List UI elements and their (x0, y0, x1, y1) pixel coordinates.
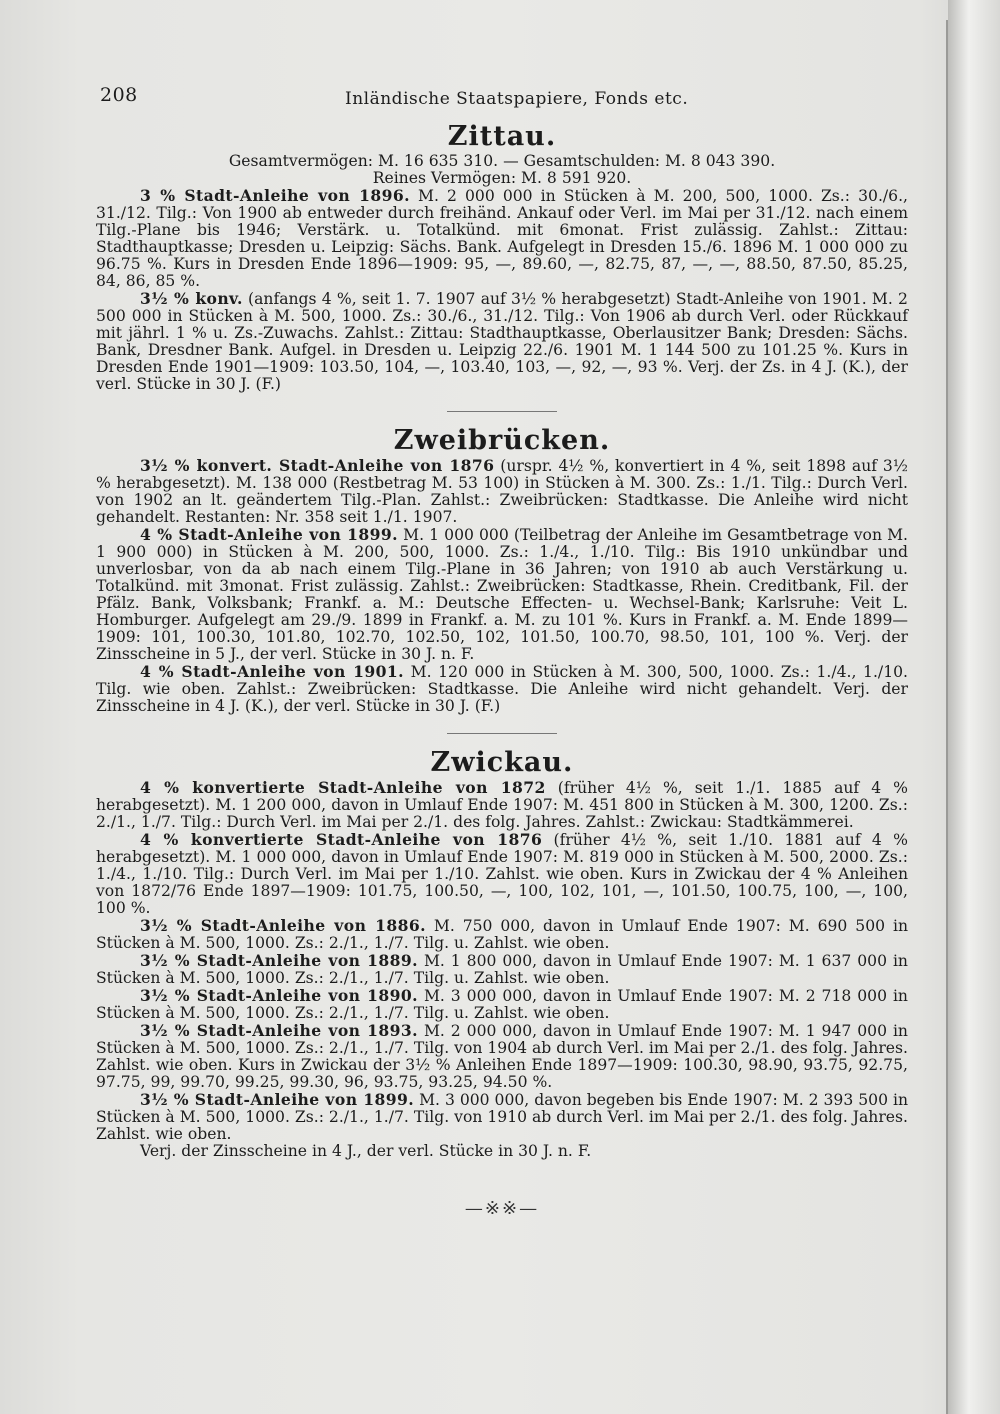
section-title: Zittau. (447, 121, 557, 152)
bond-title: 4 % konvertierte Stadt-Anleihe von 1872 (140, 778, 546, 797)
bond-title: 3½ % Stadt-Anleihe von 1899. (140, 1090, 415, 1109)
section-divider (447, 411, 557, 412)
section-title: Zwickau. (430, 747, 574, 778)
bond-details: (früher 4½ %, seit 1./10. 1881 auf 4 % herabgesetzt). M. 1 000 000, davon in Umlauf Ende 1907: M. 819 000 in Stücken à M. 500, 2000. Zs.: 1./4., 1./10. Tilg.: Durch Verl. im Mai per 1./10. Zahlst. wie oben. Kurs in Zwickau der 4 % Anleihen von 1872/76 Ende 1897—1909: 101.75, 100.50, —, 100, 102, 101, —, 101.50, 100.75, 100, —, 100, 100 %. (96, 831, 908, 917)
bond-title: 4 % konvertierte Stadt-Anleihe von 1876 (140, 830, 543, 849)
bond-details: M. 3 000 000, davon in Umlauf Ende 1907: M. 2 718 000 in Stücken à M. 500, 1000. Zs.: 2./1., 1./7. Tilg. u. Zahlst. wie oben. (96, 987, 908, 1022)
bond-details: M. 2 000 000 in Stücken à M. 200, 500, 1000. Zs.: 30./6., 31./12. Tilg.: Von 1900 ab entweder durch freihänd. Ankauf oder Verl. im Mai per 31./12. nach einem Tilg.-Plane bis 1946; Verstärk. u. Totalkünd. mit 6monat. Frist zulässig. Zahlst.: Zittau: Stadthauptkasse; Dresden u. Leipzig: Sächs. Bank. Aufgelegt in Dresden 15./6. 1896 M. 1 000 000 zu 96.75 %. Kurs in Dresden Ende 1896—1909: 95, —, 89.60, —, 82.75, 87, —, —, 88.50, 87.50, 85.25, 84, 86, 85 %. (96, 187, 908, 290)
bond-entry (96, 952, 908, 987)
section-zweibruecken (96, 425, 909, 715)
bond-entry (96, 187, 908, 290)
bond-entry (96, 1091, 908, 1143)
bond-title: 3½ % Stadt-Anleihe von 1889. (140, 951, 418, 970)
page-header (100, 84, 920, 114)
bond-details: (anfangs 4 %, seit 1. 7. 1907 auf 3½ % herabgesetzt) Stadt-Anleihe von 1901. M. 2 500 000 in Stücken à M. 500, 1000. Zs.: 30./6., 31./12. Tilg.: Von 1906 ab durch Verl. oder Rückkauf mit jährl. 1 % u. Zs.-Zuwachs. Zahlst.: Zittau: Stadthauptkasse, Oberlausitzer Bank; Dresden: Sächs. Bank, Dresdner Bank. Aufgel. in Dresden u. Leipzig 22./6. 1901 M. 1 144 500 zu 101.25 %. Kurs in Dresden Ende 1901—1909: 103.50, 104, —, 103.40, 103, —, 92, —, 93 %. Verj. der Zs. in 4 J. (K.), der verl. Stücke in 30 J. (F.) (96, 290, 908, 393)
bond-entry (96, 290, 908, 393)
bond-entry (96, 457, 908, 526)
bond-title: 3 % Stadt-Anleihe von 1896. (140, 186, 410, 205)
bond-details: M. 120 000 in Stücken à M. 300, 500, 1000. Zs.: 1./4., 1./10. Tilg. wie oben. Zahlst.: Zweibrücken: Stadtkasse. Die Anleihe wird nicht gehandelt. Verj. der Zinsscheine in 4 J. (K.), der verl. Stücke in 30 J. (F.) (96, 663, 908, 715)
bond-entry (96, 1022, 908, 1091)
bond-details: M. 750 000, davon in Umlauf Ende 1907: M. 690 500 in Stücken à M. 500, 1000. Zs.: 2./1., 1./7. Tilg. u. Zahlst. wie oben. (96, 917, 908, 952)
bond-entry (96, 987, 908, 1022)
bond-details: (urspr. 4½ %, konvertiert in 4 %, seit 1898 auf 3½ % herabgesetzt). M. 138 000 (Restbetrag M. 53 100) in Stücken à M. 300. Zs.: 1./1. Tilg.: Durch Verl. von 1902 an lt. geändertem Tilg.-Plan. Zahlst.: Zweibrücken: Stadtkasse. Die Anleihe wird nicht gehandelt. Restanten: Nr. 358 seit 1./1. 1907. (96, 457, 908, 526)
bond-title: 3½ % Stadt-Anleihe von 1890. (140, 986, 418, 1005)
running-head: Inländische Staatspapiere, Fonds etc. (345, 89, 689, 109)
page-number: 208 (100, 84, 138, 106)
bond-details: (früher 4½ %, seit 1./1. 1885 auf 4 % herabgesetzt). M. 1 200 000, davon in Umlauf Ende 1907: M. 451 800 in Stücken à M. 300, 1200. Zs.: 2./1., 1./7. Tilg.: Durch Verl. im Mai per 2./1. des folg. Jahres. Zahlst.: Zwickau: Stadtkämmerei. (96, 779, 908, 831)
bond-details: M. 2 000 000, davon in Umlauf Ende 1907: M. 1 947 000 in Stücken à M. 500, 1000. Zs.: 2./1., 1./7. Tilg. von 1904 ab durch Verl. im Mai per 2./1. des folg. Jahres. Zahlst. wie oben. Kurs in Zwickau der 3½ % Anleihen Ende 1897—1909: 100.30, 98.90, 93.75, 92.75, 97.75, 99, 99.70, 99.25, 99.30, 96, 93.75, 93.25, 94.50 %. (96, 1022, 908, 1091)
bond-entry (96, 663, 908, 715)
bond-entry (96, 526, 908, 663)
bond-title: 4 % Stadt-Anleihe von 1899. (140, 525, 398, 544)
bond-details: M. 1 000 000 (Teilbetrag der Anleihe im Gesamtbetrage von M. 1 900 000) in Stücken à M. 200, 500, 1000. Zs.: 1./4., 1./10. Tilg.: Bis 1910 unkündbar und unverlosbar, von da ab nach einem Tilg.-Plane in 36 Jahren; von 1910 ab auch Verstärkung u. Totalkünd. mit 3monat. Frist zulässig. Zahlst.: Zweibrücken: Stadtkasse, Rhein. Creditbank, Fil. der Pfälz. Bank, Volksbank; Frankf. a. M.: Deutsche Effecten- u. Wechsel-Bank; Karlsruhe: Veit L. Homburger. Aufgelegt am 29./9. 1899 in Frankf. a. M. zu 101 %. Kurs in Frankf. a. M. Ende 1899—1909: 101, 100.30, 101.80, 102.70, 102.50, 102, 101.50, 100.70, 98.50, 101, 100 %. Verj. der Zinsscheine in 5 J., der verl. Stücke in 30 J. n. F. (96, 526, 909, 663)
section-zwickau (96, 747, 908, 1160)
summary-line: Reines Vermögen: M. 8 591 920. (372, 169, 632, 187)
bond-title: 4 % Stadt-Anleihe von 1901. (140, 662, 404, 681)
bond-title: 3½ % konvert. Stadt-Anleihe von 1876 (140, 456, 495, 475)
bond-title: 3½ % konv. (140, 289, 243, 308)
end-ornament: —※※— (464, 1198, 540, 1219)
bond-entry (96, 779, 908, 831)
section-zittau (96, 121, 908, 393)
section-title: Zweibrücken. (393, 425, 611, 456)
bond-details: M. 3 000 000, davon begeben bis Ende 1907: M. 2 393 500 in Stücken à M. 500, 1000. Zs.: 2./1., 1./7. Tilg. von 1910 ab durch Verl. im Mai per 2./1. des folg. Jahres. Zahlst. wie oben. (96, 1091, 908, 1143)
closing-note: Verj. der Zinsscheine in 4 J., der verl. Stücke in 30 J. n. F. (140, 1142, 592, 1160)
bond-entry (96, 917, 908, 952)
bond-details: M. 1 800 000, davon in Umlauf Ende 1907: M. 1 637 000 in Stücken à M. 500, 1000. Zs.: 2./1., 1./7. Tilg. u. Zahlst. wie oben. (96, 952, 908, 987)
bond-entry (96, 831, 908, 917)
page-edge (948, 0, 1000, 1414)
bond-title: 3½ % Stadt-Anleihe von 1886. (140, 916, 426, 935)
section-divider (447, 733, 557, 734)
page-content (96, 120, 908, 1217)
bond-title: 3½ % Stadt-Anleihe von 1893. (140, 1021, 418, 1040)
summary-line: Gesamtvermögen: M. 16 635 310. — Gesamtschulden: M. 8 043 390. (228, 152, 776, 170)
